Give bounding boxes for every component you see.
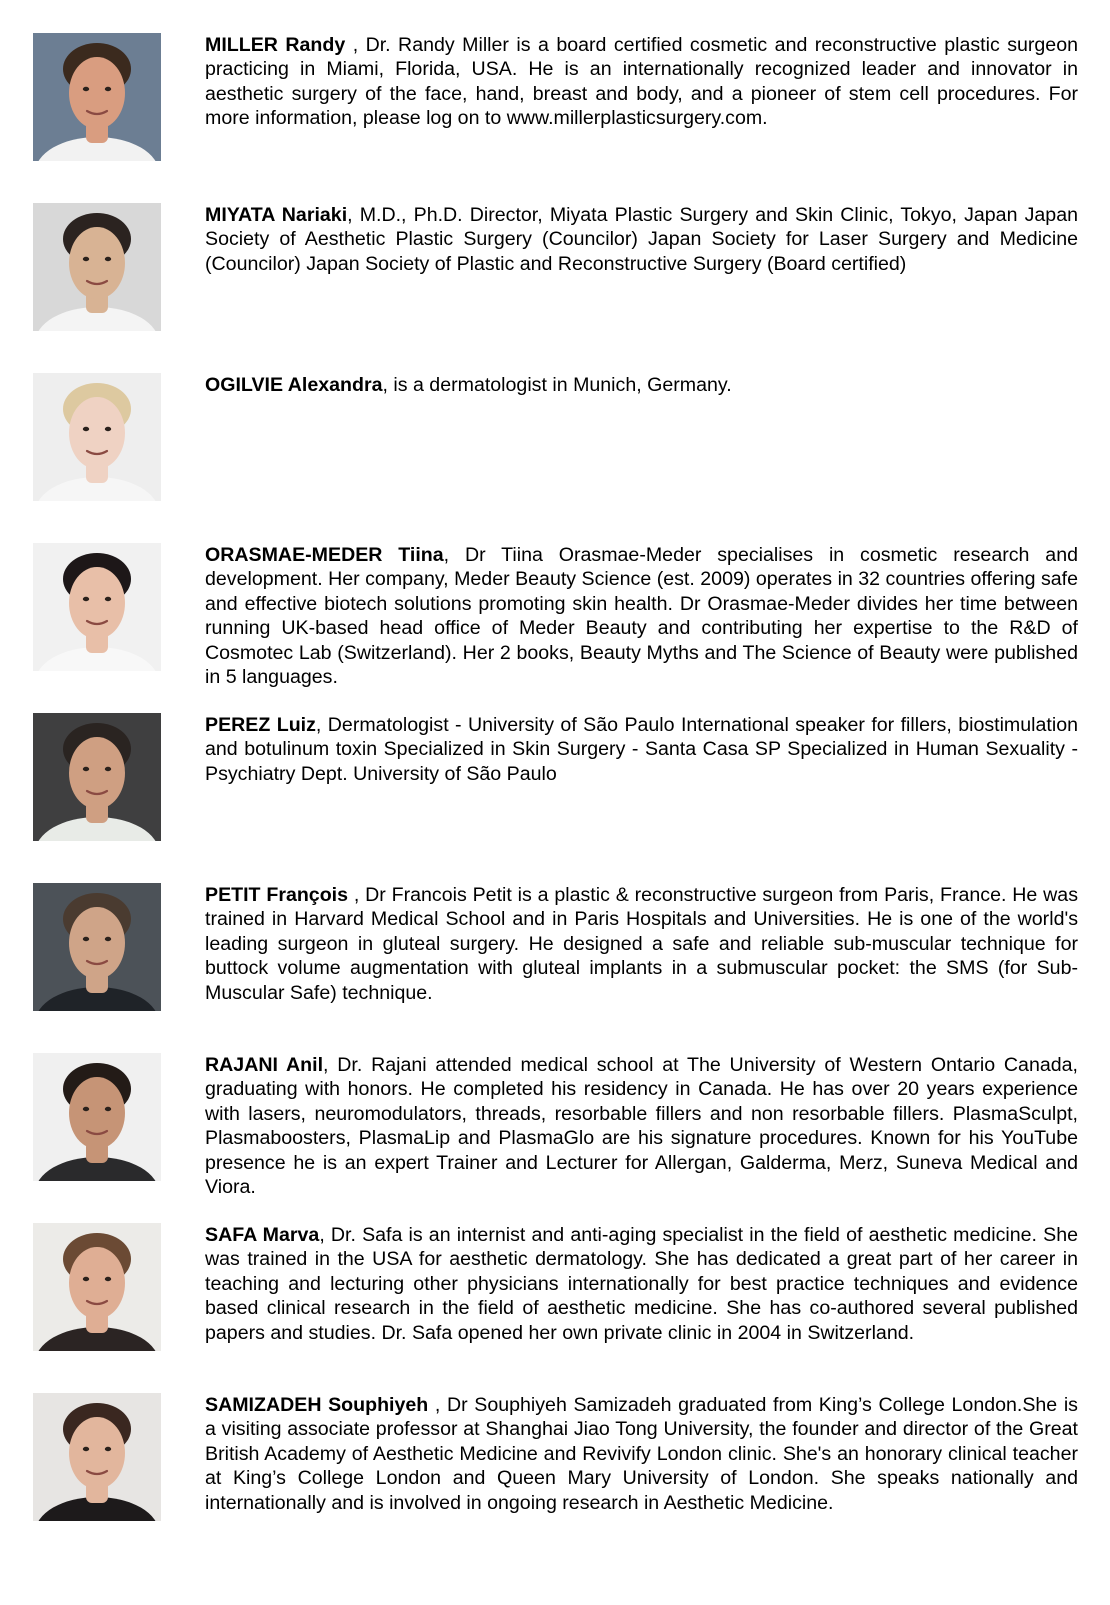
- speaker-bio-text: , M.D., Ph.D. Director, Miyata Plastic Surgery and Skin Clinic, Tokyo, Japan Japan Society of Aesthetic Plastic Surgery (Councilor) Japan Society for Laser Surgery and Medicine (Councilor) Japan Society of Plastic and Reconstructive Surgery (Board certified): [205, 204, 1078, 275]
- portrait-icon: [33, 1223, 161, 1351]
- speaker-bio-text: , Dr. Randy Miller is a board certified cosmetic and reconstructive plastic surgeon practicing in Miami, Florida, USA. He is an internationally recognized leader and innovator in aesthetic surgery of the face, hand, breast and body, and a pioneer of stem cell procedures. For more information, please log on to www.millerplasticsurgery.com.: [205, 34, 1078, 130]
- speaker-name: MIYATA Nariaki: [205, 204, 348, 226]
- portrait-face: [69, 737, 125, 809]
- portrait-eye: [83, 87, 89, 91]
- portrait-eye: [83, 1107, 89, 1111]
- portrait-eye: [105, 427, 111, 431]
- speaker-bio-text: , Dr Tiina Orasmae-Meder specialises in cosmetic research and development. Her company, Meder Beauty Science (est. 2009) operates in 32 countries offering safe and effective biotech solutions promoting skin health. Dr Orasmae-Meder divides her time between running UK-based head office of Meder Beauty and contributing her expertise to the R&D of Cosmotec Lab (Switzerland). Her 2 books, Beauty Myths and The Science of Beauty were published in 5 languages.: [205, 544, 1078, 689]
- portrait-icon: [33, 883, 161, 1011]
- speaker-name: PETIT François: [205, 884, 349, 906]
- speaker-photo: [33, 543, 161, 671]
- speaker-bio: [205, 373, 1078, 397]
- portrait-face: [69, 1077, 125, 1149]
- portrait-icon: [33, 203, 161, 331]
- speaker-photo: [33, 1393, 161, 1521]
- portrait-face: [69, 1247, 125, 1319]
- speaker-bio: [205, 1223, 1078, 1345]
- portrait-icon: [33, 543, 161, 671]
- portrait-icon: [33, 373, 161, 501]
- portrait-eye: [105, 1107, 111, 1111]
- portrait-face: [69, 227, 125, 299]
- portrait-eye: [105, 937, 111, 941]
- speaker-name: RAJANI Anil: [205, 1054, 324, 1076]
- portrait-eye: [83, 1277, 89, 1281]
- speaker-bio: [205, 1053, 1078, 1199]
- portrait-face: [69, 1417, 125, 1489]
- portrait-eye: [83, 257, 89, 261]
- speaker-photo: [33, 713, 161, 841]
- speaker-bio: [205, 1393, 1078, 1515]
- portrait-eye: [105, 257, 111, 261]
- portrait-face: [69, 907, 125, 979]
- speaker-photo: [33, 1053, 161, 1181]
- speaker-bio-text: , Dr. Safa is an internist and anti-aging specialist in the field of aesthetic medicine. She was trained in the USA for aesthetic dermatology. She has dedicated a great part of her career in teaching and lecturing other physicians internationally for best practice techniques and evidence based clinical research in the field of aesthetic medicine. She has co-authored several published papers and studies. Dr. Safa opened her own private clinic in 2004 in Switzerland.: [205, 1224, 1078, 1344]
- portrait-eye: [83, 1447, 89, 1451]
- speaker-bio: [205, 203, 1078, 276]
- portrait-eye: [105, 1277, 111, 1281]
- portrait-face: [69, 567, 125, 639]
- portrait-face: [69, 57, 125, 129]
- portrait-face: [69, 397, 125, 469]
- portrait-icon: [33, 1053, 161, 1181]
- speaker-bio-text: , Dr Francois Petit is a plastic & reconstructive surgeon from Paris, France. He was trained in Harvard Medical School and in Paris Hospitals and Universities. He is one of the world's leading surgeon in gluteal surgery. He designed a safe and reliable sub-muscular technique for buttock volume augmentation with gluteal implants in a submuscular pocket: the SMS (for Sub-Muscular Safe) technique.: [205, 884, 1078, 1004]
- portrait-eye: [83, 597, 89, 601]
- speaker-name: OGILVIE Alexandra: [205, 374, 383, 396]
- portrait-icon: [33, 33, 161, 161]
- speaker-name: SAMIZADEH Souphiyeh: [205, 1394, 429, 1416]
- speaker-bio: [205, 883, 1078, 1005]
- speaker-name: MILLER Randy: [205, 34, 346, 56]
- portrait-eye: [105, 767, 111, 771]
- portrait-icon: [33, 1393, 161, 1521]
- portrait-eye: [105, 597, 111, 601]
- portrait-icon: [33, 713, 161, 841]
- speaker-name: SAFA Marva: [205, 1224, 320, 1246]
- speaker-name: ORASMAE-MEDER Tiina: [205, 544, 444, 566]
- speaker-bio-text: , Dermatologist - University of São Paulo International speaker for fillers, biostimulation and botulinum toxin Specialized in Skin Surgery - Santa Casa SP Specialized in Human Sexuality - Psychiatry Dept. University of São Paulo: [205, 714, 1078, 785]
- speaker-bio-text: , is a dermatologist in Munich, Germany.: [382, 374, 732, 396]
- portrait-eye: [83, 937, 89, 941]
- speaker-bio-text: , Dr Souphiyeh Samizadeh graduated from King’s College London.She is a visiting associate professor at Shanghai Jiao Tong University, the founder and director of the Great British Academy of Aesthetic Medicine and Revivify London clinic. She's an honorary clinical teacher at King’s College London and Queen Mary University of London. She speaks nationally and internationally and is involved in ongoing research in Aesthetic Medicine.: [205, 1394, 1078, 1514]
- speaker-photo: [33, 1223, 161, 1351]
- portrait-eye: [105, 1447, 111, 1451]
- speaker-photo: [33, 373, 161, 501]
- portrait-eye: [83, 767, 89, 771]
- speaker-photo: [33, 33, 161, 161]
- speaker-bio-text: , Dr. Rajani attended medical school at The University of Western Ontario Canada, graduating with honors. He completed his residency in Canada. He has over 20 years experience with lasers, neuromodulators, threads, resorbable fillers and non resorbable fillers. PlasmaSculpt, Plasmaboosters, PlasmaLip and PlasmaGlo are his signature procedures. Known for his YouTube presence he is an expert Trainer and Lecturer for Allergan, Galderma, Merz, Suneva Medical and Viora.: [205, 1054, 1078, 1199]
- speaker-photo: [33, 883, 161, 1011]
- speaker-bio: [205, 33, 1078, 131]
- portrait-eye: [83, 427, 89, 431]
- speaker-name: PEREZ Luiz: [205, 714, 316, 736]
- portrait-eye: [105, 87, 111, 91]
- speaker-photo: [33, 203, 161, 331]
- speaker-bio: [205, 713, 1078, 786]
- speaker-bio: [205, 543, 1078, 689]
